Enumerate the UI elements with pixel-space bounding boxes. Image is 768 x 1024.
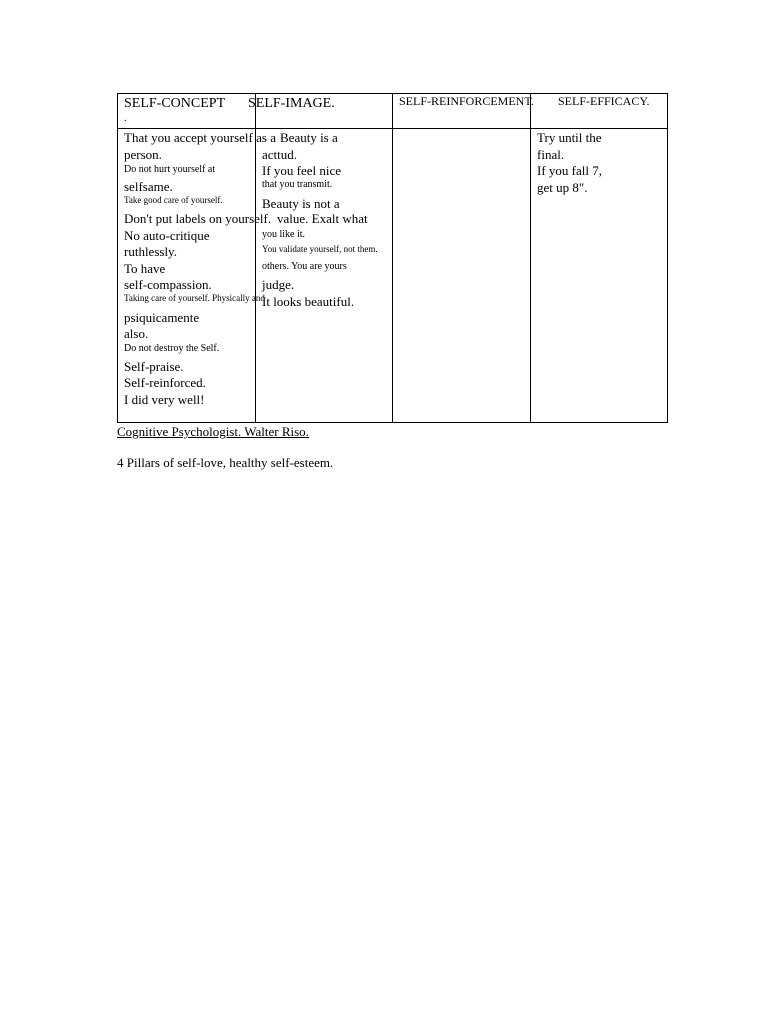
self-image-line: Beauty is a <box>280 130 338 145</box>
self-efficacy-line: Try until the <box>537 130 602 145</box>
self-concept-line: Taking care of yourself. Physically and <box>124 293 265 303</box>
self-concept-line: Take good care of yourself. <box>124 195 223 205</box>
self-efficacy-line: get up 8". <box>537 180 588 195</box>
self-concept-line: person. <box>124 147 162 162</box>
self-concept-line: To have <box>124 261 166 276</box>
self-image-line: If you feel nice <box>262 163 342 178</box>
self-concept-line: Don't put labels on yourself. <box>124 211 272 226</box>
self-image-line: acttud. <box>262 147 298 162</box>
self-concept-line: psiquicamente <box>124 310 200 325</box>
self-image-line: others. You are yours <box>262 261 347 272</box>
self-image-line: Beauty is not a <box>262 196 340 211</box>
self-image-line: judge. <box>262 277 295 292</box>
self-image-line: you like it. <box>262 229 306 240</box>
self-efficacy-line: final. <box>537 147 565 162</box>
header-self-concept-mark: . <box>124 113 127 124</box>
self-concept-line: I did very well! <box>124 392 205 407</box>
document-subtitle: 4 Pillars of self-love, healthy self-esteem. <box>117 455 334 470</box>
source-caption: Cognitive Psychologist. Walter Riso. <box>117 424 309 439</box>
self-concept-line: self-compassion. <box>124 277 212 292</box>
self-efficacy-line: If you fall 7, <box>537 163 602 178</box>
self-concept-line: Do not destroy the Self. <box>124 343 220 354</box>
self-concept-line: Self-praise. <box>124 359 184 374</box>
self-image-line: You validate yourself, not them. <box>262 244 378 254</box>
self-concept-line: That you accept yourself as a <box>124 130 276 145</box>
header-self-efficacy: SELF-EFFICACY. <box>558 94 650 108</box>
self-image-line: that you transmit. <box>262 179 333 190</box>
header-self-reinforcement: SELF-REINFORCEMENT. <box>399 94 534 108</box>
self-concept-line: also. <box>124 326 149 341</box>
self-concept-line: No auto-critique <box>124 228 210 243</box>
self-image-line: It looks beautiful. <box>262 294 355 309</box>
self-concept-line: Do not hurt yourself at <box>124 164 216 175</box>
column-divider-3 <box>530 94 531 422</box>
column-divider-2 <box>392 94 393 422</box>
self-image-line: value. Exalt what <box>277 211 368 226</box>
self-concept-line: ruthlessly. <box>124 244 177 259</box>
header-self-image: SELF-IMAGE. <box>248 96 335 111</box>
self-concept-line: selfsame. <box>124 179 173 194</box>
header-self-concept: SELF-CONCEPT <box>124 96 226 111</box>
self-concept-line: Self-reinforced. <box>124 375 206 390</box>
header-divider <box>118 128 667 129</box>
